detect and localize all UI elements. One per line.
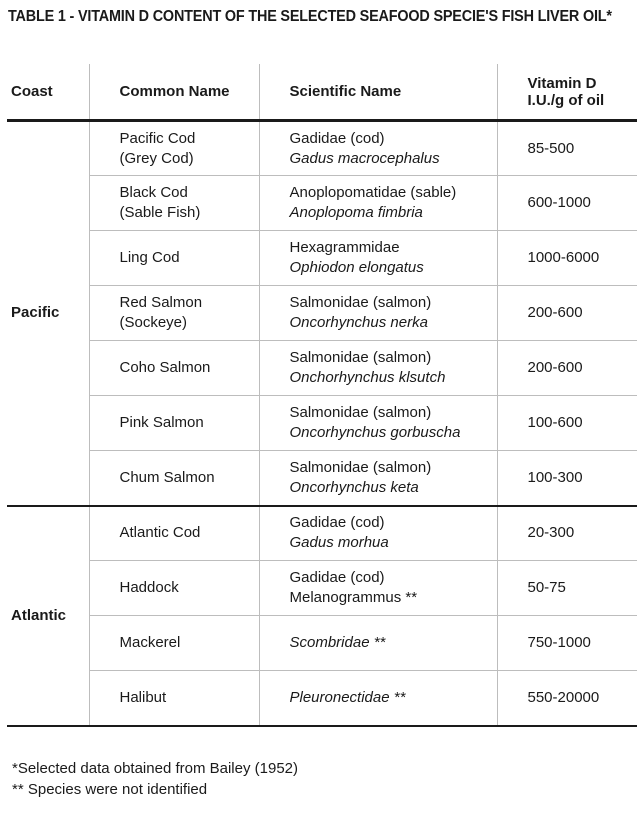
scientific-family: Salmonidae (salmon) [289, 404, 432, 421]
coast-cell: Pacific [11, 304, 60, 322]
scientific-family: Anoplopomatidae (sable) [289, 184, 457, 201]
scientific-family: Salmonidae (salmon) [289, 294, 432, 311]
footnotes [12, 758, 298, 800]
scientific-name-cell [259, 561, 497, 616]
table-row [7, 341, 637, 396]
vitamin-d-value: 1000-6000 [497, 231, 637, 286]
scientific-name-cell [259, 286, 497, 341]
common-name-line: Pacific Cod [119, 129, 196, 147]
table-title: TABLE 1 - VITAMIN D CONTENT OF THE SELECTED SEAFOOD SPECIE'S FISH LIVER OIL* [8, 8, 612, 25]
scientific-species: Oncorhynchus gorbuscha [289, 424, 461, 441]
common-name-cell [89, 286, 259, 341]
scientific-family: Scombridae ** [289, 634, 386, 651]
vitamin-d-value: 200-600 [497, 341, 637, 396]
common-name-line: Pink Salmon [119, 414, 204, 431]
vitamin-d-value: 85-500 [497, 121, 637, 176]
vitamin-d-table [7, 64, 637, 727]
common-name-cell [89, 176, 259, 231]
common-name-line: Chum Salmon [119, 468, 215, 486]
table-row [7, 506, 637, 561]
table-row [7, 286, 637, 341]
header-vitamin-d [497, 64, 637, 121]
common-name-line: Ling Cod [119, 249, 180, 266]
common-name-line: Atlantic Cod [119, 524, 201, 542]
vitamin-d-value: 600-1000 [497, 176, 637, 231]
header-common-name: Common Name [89, 64, 259, 121]
scientific-family: Hexagrammidae [289, 239, 400, 256]
scientific-name-cell [259, 231, 497, 286]
common-name-line: Red Salmon [119, 294, 203, 311]
common-name-cell [89, 561, 259, 616]
table-row [7, 121, 637, 176]
table-row [7, 616, 637, 671]
common-name-line: Coho Salmon [119, 359, 211, 376]
common-name-cell [89, 616, 259, 671]
scientific-name-cell [259, 396, 497, 451]
header-coast: Coast [7, 64, 89, 121]
vitamin-d-value: 50-75 [497, 561, 637, 616]
scientific-family: Gadidae (cod) [289, 569, 385, 586]
common-name-cell [89, 451, 259, 506]
header-vitamin-d-line1: Vitamin D [527, 74, 597, 92]
header-vitamin-d-line2: I.U./g of oil [527, 91, 605, 109]
common-name-line: (Sockeye) [119, 314, 188, 331]
scientific-family: Pleuronectidae ** [289, 688, 406, 706]
scientific-family: Gadidae (cod) [289, 514, 385, 532]
scientific-species: Ophiodon elongatus [289, 259, 424, 276]
common-name-cell [89, 341, 259, 396]
scientific-species: Gadus macrocephalus [289, 149, 440, 167]
common-name-cell [89, 506, 259, 561]
vitamin-d-value: 550-20000 [497, 671, 637, 726]
common-name-cell [89, 671, 259, 726]
scientific-name-cell [259, 341, 497, 396]
scientific-species: Anoplopoma fimbria [289, 204, 423, 221]
table-row [7, 231, 637, 286]
scientific-family: Gadidae (cod) [289, 129, 385, 147]
coast-cell: Atlantic [7, 506, 89, 726]
scientific-name-cell [259, 451, 497, 506]
header-row [7, 64, 637, 121]
scientific-name-cell [259, 121, 497, 176]
scientific-species: Oncorhynchus keta [289, 478, 419, 496]
table-row [7, 451, 637, 506]
table-body [7, 121, 637, 726]
vitamin-d-value: 100-600 [497, 396, 637, 451]
scientific-species: Melanogrammus ** [289, 589, 418, 606]
common-name-cell [89, 121, 259, 176]
common-name-cell [89, 231, 259, 286]
common-name-line: (Grey Cod) [119, 149, 194, 167]
common-name-line: Haddock [119, 579, 179, 596]
table-row [7, 396, 637, 451]
common-name-line: Mackerel [119, 634, 181, 651]
common-name-line: Black Cod [119, 184, 188, 201]
scientific-name-cell [259, 176, 497, 231]
common-name-cell [89, 396, 259, 451]
footnote-source: *Selected data obtained from Bailey (1952) [12, 760, 299, 777]
scientific-species: Gadus morhua [289, 534, 389, 552]
footnote-species: ** Species were not identified [12, 781, 208, 798]
vitamin-d-value: 200-600 [497, 286, 637, 341]
vitamin-d-value: 20-300 [497, 506, 637, 561]
scientific-name-cell [259, 671, 497, 726]
table-row [7, 561, 637, 616]
common-name-line: Halibut [119, 688, 167, 706]
common-name-line: (Sable Fish) [119, 204, 201, 221]
table-row [7, 176, 637, 231]
vitamin-d-value: 100-300 [497, 451, 637, 506]
scientific-name-cell [259, 506, 497, 561]
scientific-name-cell [259, 616, 497, 671]
scientific-family: Salmonidae (salmon) [289, 458, 432, 476]
vitamin-d-value: 750-1000 [497, 616, 637, 671]
header-scientific-name: Scientific Name [259, 64, 497, 121]
scientific-species: Oncorhynchus nerka [289, 314, 428, 331]
scientific-species: Onchorhynchus klsutch [289, 369, 446, 386]
scientific-family: Salmonidae (salmon) [289, 349, 432, 366]
table-row [7, 671, 637, 726]
